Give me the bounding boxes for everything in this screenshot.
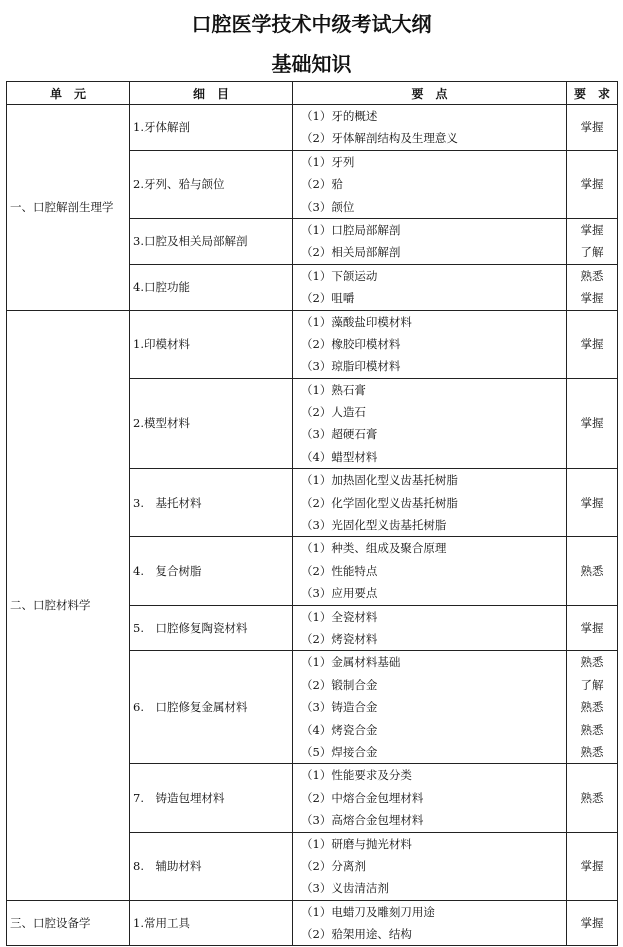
points-cell: [293, 832, 567, 900]
point-line: （3）铸造合金: [301, 700, 378, 715]
point-line: （2）咀嚼: [301, 291, 355, 306]
point-line: （2）分离剂: [301, 858, 366, 873]
requirement-cell: [567, 605, 618, 651]
point-line: （1）牙的概述: [301, 109, 378, 123]
point-line: （1）加热固化型义齿基托树脂: [301, 473, 458, 488]
points-cell: [293, 537, 567, 605]
point-line: （2）牙体解剖结构及生理意义: [301, 131, 458, 146]
point-line: （2）性能特点: [301, 563, 378, 578]
table-row: [7, 105, 618, 151]
points-cell: [293, 150, 567, 218]
point-line: （2）𬌗: [301, 177, 343, 192]
item-cell: 4. 复合树脂: [130, 537, 293, 605]
requirement-label: 掌握: [580, 120, 604, 135]
requirement-cell: [567, 764, 618, 832]
header-unit: 单 元: [7, 82, 130, 105]
point-line: （3）光固化型义齿基托树脂: [301, 518, 447, 533]
requirement-label: 熟悉: [580, 563, 604, 578]
requirement-cell: [567, 264, 618, 310]
points-cell: [293, 218, 567, 264]
requirement-cell: [567, 832, 618, 900]
document-title: 口腔医学技术中级考试大纲: [191, 12, 432, 36]
point-line: （2）化学固化型义齿基托树脂: [301, 495, 458, 510]
requirement-label: 掌握: [580, 222, 604, 237]
point-line: （1）藻酸盐印模材料: [301, 314, 412, 329]
header-points: 要 点: [293, 82, 567, 105]
item-cell: 2.模型材料: [130, 378, 293, 469]
requirement-label: 掌握: [580, 495, 604, 510]
points-cell: [293, 605, 567, 651]
requirement-label: 熟悉: [580, 700, 604, 715]
unit-cell: 一、口腔解剖生理学: [7, 105, 130, 311]
item-cell: 1.牙体解剖: [130, 105, 293, 151]
item-cell: 2.牙列、𬌗与颌位: [130, 150, 293, 218]
requirement-label: 掌握: [580, 291, 604, 306]
point-line: （1）口腔局部解剖: [301, 222, 401, 237]
point-line: （3）颌位: [301, 199, 355, 214]
point-line: （3）义齿清洁剂: [301, 881, 389, 896]
point-line: （5）焊接合金: [301, 744, 378, 759]
requirement-label: 熟悉: [580, 268, 604, 283]
point-line: （2）𬌗架用途、结构: [301, 927, 412, 942]
point-line: （1）下颌运动: [301, 268, 378, 283]
unit-cell: 二、口腔材料学: [7, 310, 130, 900]
requirement-cell: [567, 378, 618, 469]
point-line: （2）中熔合金包埋材料: [301, 790, 424, 805]
table-header-row: [7, 82, 618, 105]
point-line: （1）性能要求及分类: [301, 768, 412, 783]
requirement-label: 熟悉: [580, 722, 604, 737]
point-line: （1）金属材料基础: [301, 655, 401, 670]
point-line: （2）人造石: [301, 405, 366, 420]
requirement-label: 了解: [580, 677, 604, 692]
point-line: （3）超硬石膏: [301, 427, 378, 442]
header-item: 细 目: [130, 82, 293, 105]
point-line: （1）牙列: [301, 154, 355, 169]
item-cell: 1.印模材料: [130, 310, 293, 378]
unit-cell: 三、口腔设备学: [7, 900, 130, 946]
requirement-cell: [567, 105, 618, 151]
point-line: （2）橡胶印模材料: [301, 336, 401, 351]
requirement-label: 掌握: [580, 416, 604, 431]
point-line: （2）相关局部解剖: [301, 245, 401, 260]
points-cell: [293, 764, 567, 832]
item-cell: 7. 铸造包埋材料: [130, 764, 293, 832]
points-cell: [293, 651, 567, 764]
requirement-label: 掌握: [580, 336, 604, 351]
item-cell: 5. 口腔修复陶瓷材料: [130, 605, 293, 651]
table-row: [7, 900, 618, 946]
requirement-label: 掌握: [580, 915, 604, 930]
point-line: （2）烤瓷材料: [301, 631, 378, 646]
header-requirement: 要 求: [567, 82, 618, 105]
points-cell: [293, 900, 567, 946]
points-cell: [293, 378, 567, 469]
item-cell: 8. 辅助材料: [130, 832, 293, 900]
points-cell: [293, 469, 567, 537]
requirement-label: 掌握: [580, 177, 604, 192]
requirement-label: 掌握: [580, 620, 604, 635]
point-line: （1）研磨与抛光材料: [301, 836, 412, 851]
point-line: （1）电蜡刀及雕刻刀用途: [301, 904, 435, 919]
item-cell: 3.口腔及相关局部解剖: [130, 218, 293, 264]
points-cell: [293, 264, 567, 310]
document-subtitle: 基础知识: [271, 52, 352, 76]
point-line: （2）锻制合金: [301, 677, 378, 692]
requirement-cell: [567, 218, 618, 264]
syllabus-table: [6, 81, 618, 946]
points-cell: [293, 105, 567, 151]
item-cell: 4.口腔功能: [130, 264, 293, 310]
point-line: （1）熟石膏: [301, 382, 366, 397]
point-line: （1）全瓷材料: [301, 609, 378, 624]
point-line: （4）蜡型材料: [301, 449, 378, 464]
requirement-label: 了解: [580, 245, 604, 260]
point-line: （3）琼脂印模材料: [301, 359, 401, 374]
requirement-label: 掌握: [580, 858, 604, 873]
point-line: （4）烤瓷合金: [301, 722, 378, 737]
item-cell: 1.常用工具: [130, 900, 293, 946]
requirement-cell: [567, 310, 618, 378]
requirement-label: 熟悉: [580, 744, 604, 759]
table-row: [7, 310, 618, 378]
requirement-cell: [567, 651, 618, 764]
requirement-cell: [567, 900, 618, 946]
requirement-cell: [567, 537, 618, 605]
point-line: （1）种类、组成及聚合原理: [301, 541, 447, 556]
points-cell: [293, 310, 567, 378]
requirement-label: 熟悉: [580, 655, 604, 670]
point-line: （3）高熔合金包埋材料: [301, 813, 424, 828]
item-cell: 6. 口腔修复金属材料: [130, 651, 293, 764]
requirement-label: 熟悉: [580, 790, 604, 805]
item-cell: 3. 基托材料: [130, 469, 293, 537]
requirement-cell: [567, 150, 618, 218]
requirement-cell: [567, 469, 618, 537]
point-line: （3）应用要点: [301, 586, 378, 601]
